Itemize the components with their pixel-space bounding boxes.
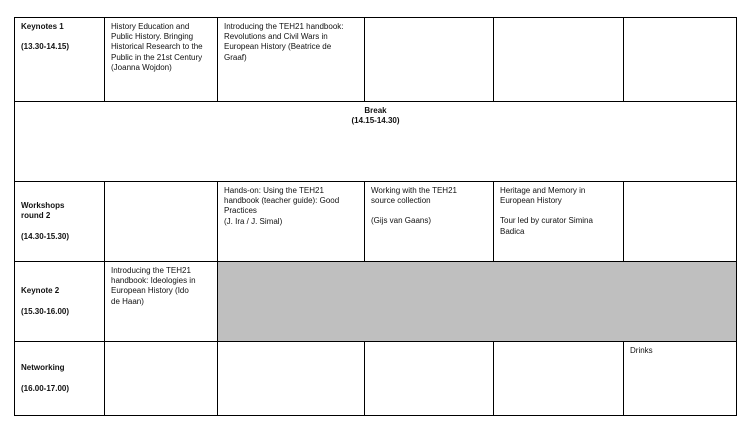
row-networking — [15, 342, 737, 416]
empty-cell — [624, 18, 737, 102]
cell-line: European History (Beatrice de — [224, 42, 332, 52]
cell-keynote-wojdon — [105, 18, 218, 102]
session-title: Networking — [21, 363, 65, 373]
session-title: Workshops — [21, 201, 65, 211]
session-title: Keynote 2 — [21, 286, 60, 296]
cell-line: (Joanna Wojdon) — [111, 62, 172, 72]
session-time: (15.30-16.00) — [21, 306, 70, 316]
cell-line: European History — [500, 196, 562, 206]
empty-cell — [365, 342, 494, 416]
cell-line: Introducing the TEH21 — [111, 266, 191, 275]
empty-cell — [494, 342, 624, 416]
cell-line: Working with the TEH21 — [371, 186, 457, 195]
session-label — [15, 342, 105, 416]
break-cell — [15, 102, 737, 182]
row-keynotes-1 — [15, 18, 737, 102]
break-title: Break — [364, 106, 387, 115]
cell-line: Practices — [224, 206, 257, 216]
cell-line: European History (Ido — [111, 286, 189, 296]
cell-line: Public in the 21st Century — [111, 52, 203, 62]
row-keynote-2 — [15, 262, 737, 342]
session-label — [15, 182, 105, 262]
shaded-unavailable-cell — [218, 262, 737, 342]
session-title-line-2: round 2 — [21, 211, 51, 221]
cell-workshop-heritage — [494, 182, 624, 262]
row-break — [15, 102, 737, 182]
session-time: (16.00-17.00) — [21, 383, 70, 393]
cell-line: Heritage and Memory in — [500, 186, 586, 195]
schedule-table — [14, 17, 737, 416]
empty-cell — [624, 182, 737, 262]
row-workshops-2 — [15, 182, 737, 262]
cell-line: Hands-on: Using the TEH21 — [224, 186, 324, 195]
cell-line: Public History. Bringing — [111, 32, 194, 42]
break-time: (14.15-14.30) — [351, 116, 400, 126]
cell-line: handbook: Ideologies in — [111, 276, 196, 286]
empty-cell — [105, 182, 218, 262]
cell-line: Revolutions and Civil Wars in — [224, 32, 328, 42]
cell-keynote-de-graaf — [218, 18, 365, 102]
session-label — [15, 18, 105, 102]
cell-line: de Haan) — [111, 296, 144, 306]
cell-line: handbook (teacher guide): Good — [224, 196, 340, 206]
cell-line: Badica — [500, 226, 525, 236]
cell-line: (J. Ira / J. Simal) — [224, 216, 283, 226]
cell-line: Graaf) — [224, 52, 247, 62]
cell-line: (Gijs van Gaans) — [371, 216, 432, 226]
cell-line: Historical Research to the — [111, 42, 203, 52]
cell-line: source collection — [371, 196, 431, 206]
session-time: (13.30-14.15) — [21, 42, 70, 52]
cell-line: Introducing the TEH21 handbook: — [224, 22, 344, 31]
cell-line: History Education and — [111, 22, 190, 31]
cell-line: Drinks — [630, 346, 653, 355]
empty-cell — [105, 342, 218, 416]
session-title: Keynotes 1 — [21, 22, 64, 31]
cell-workshop-source-collection — [365, 182, 494, 262]
cell-workshop-hands-on — [218, 182, 365, 262]
session-time: (14.30-15.30) — [21, 231, 70, 241]
cell-line: Tour led by curator Simina — [500, 216, 593, 226]
cell-keynote-de-haan — [105, 262, 218, 342]
cell-drinks — [624, 342, 737, 416]
empty-cell — [365, 18, 494, 102]
empty-cell — [494, 18, 624, 102]
empty-cell — [218, 342, 365, 416]
session-label — [15, 262, 105, 342]
